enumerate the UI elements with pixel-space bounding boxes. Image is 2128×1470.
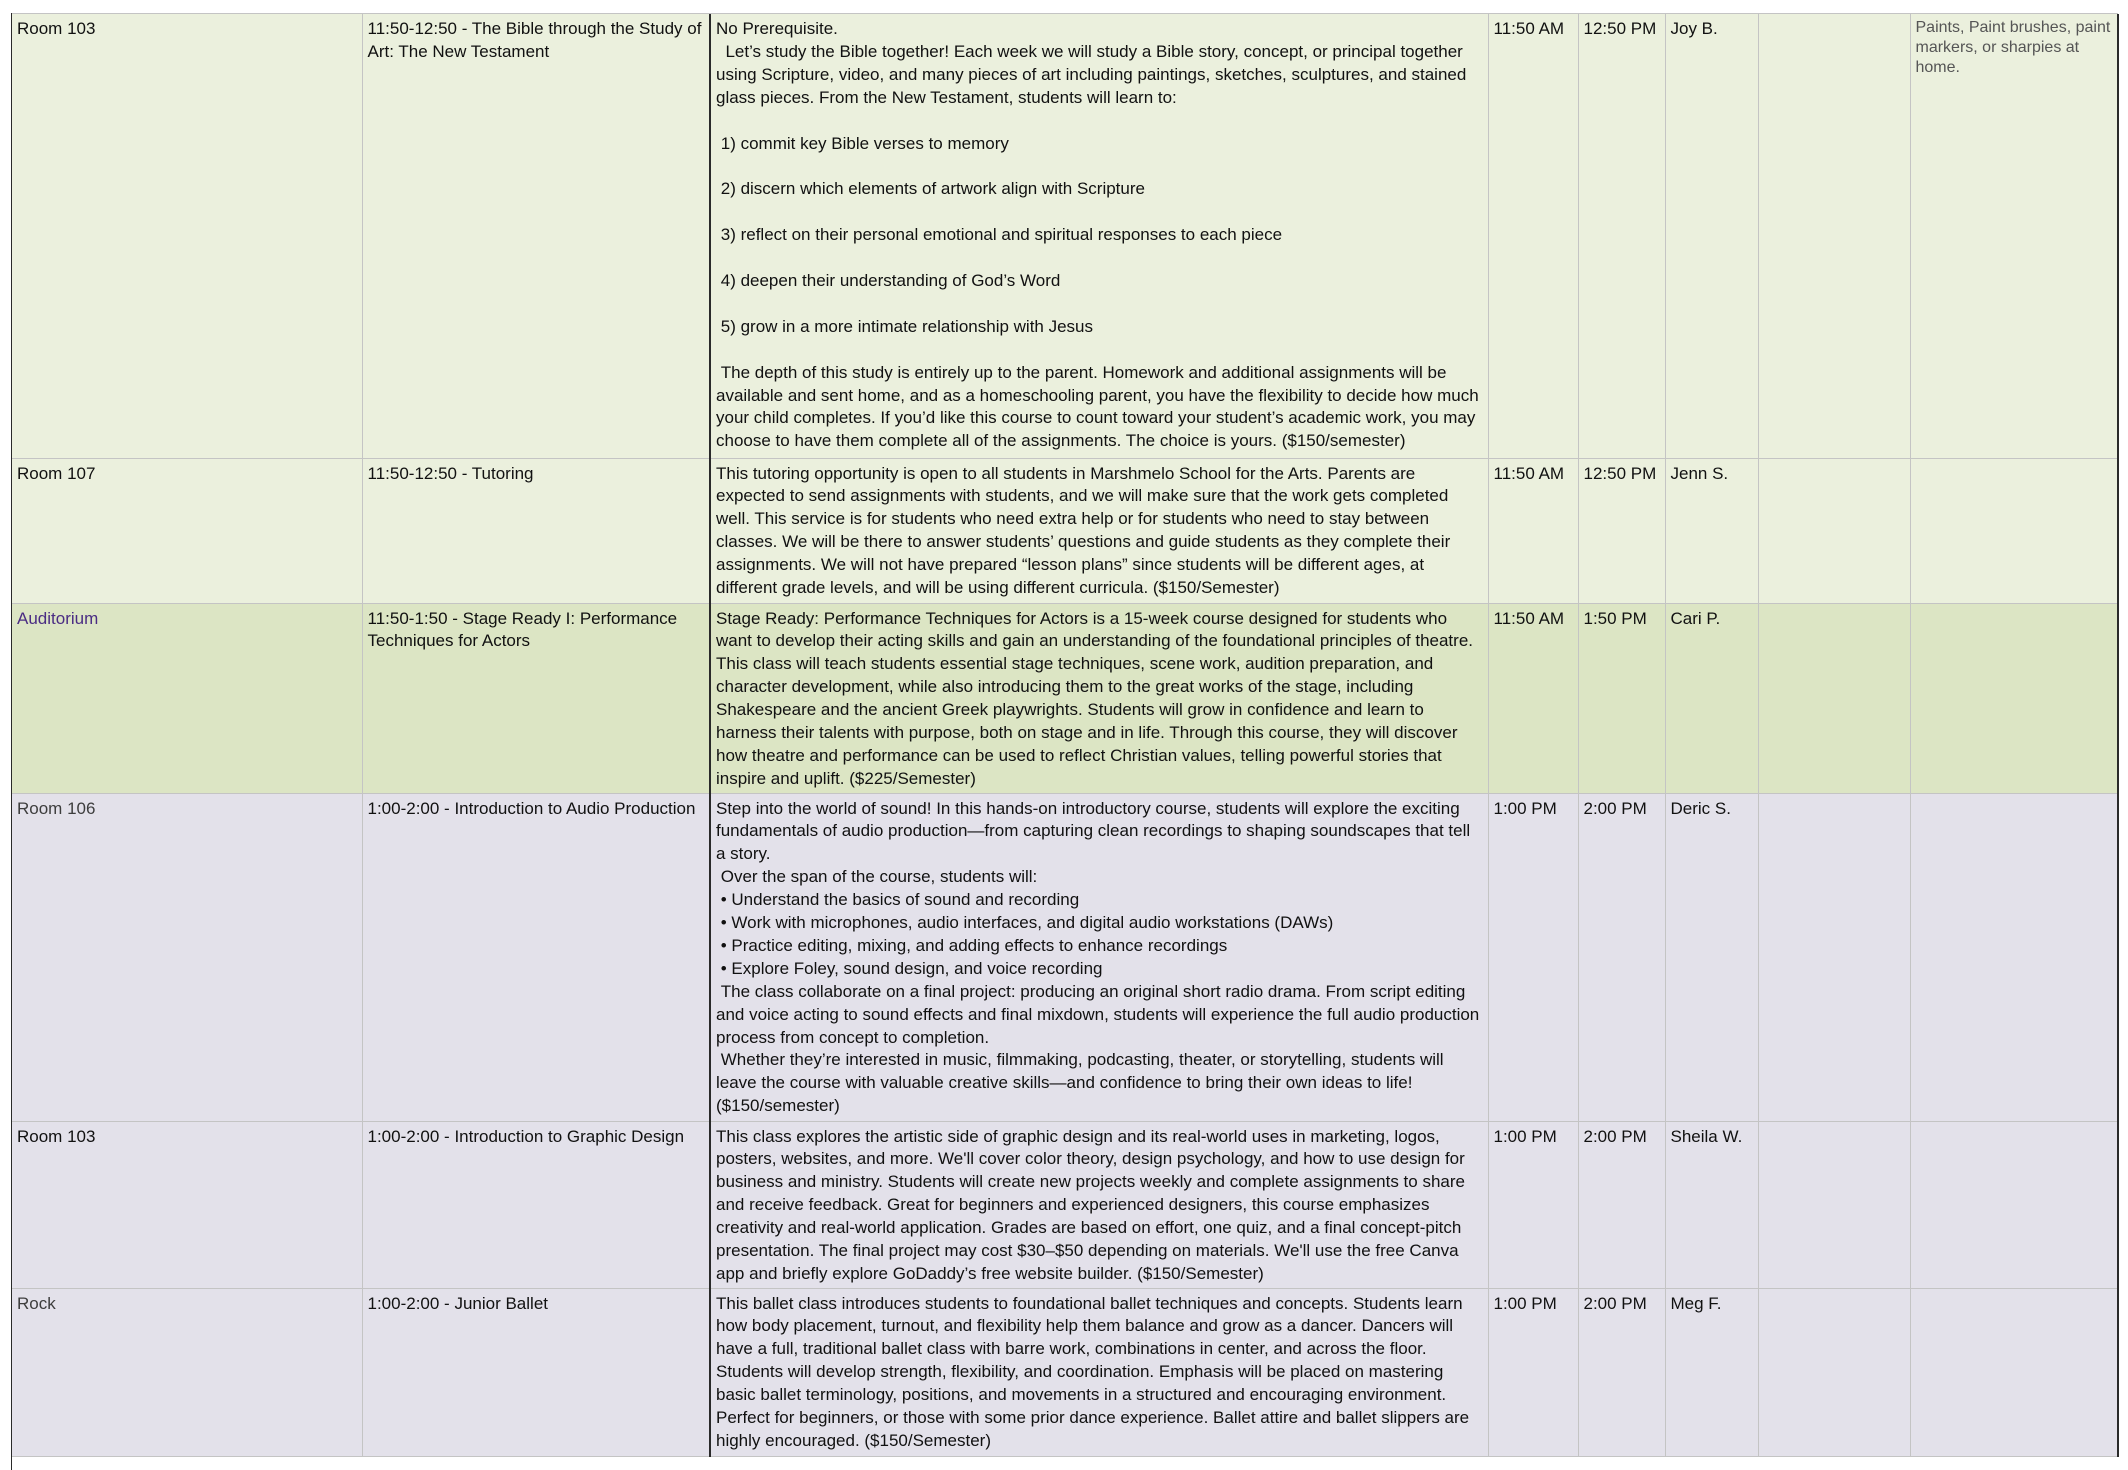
description-cell[interactable] (710, 458, 1488, 603)
teacher-cell[interactable]: Cari P. (1665, 603, 1758, 793)
end-time-cell[interactable]: 12:50 PM (1578, 14, 1665, 458)
teacher-cell[interactable]: Sheila W. (1665, 1121, 1758, 1288)
room-cell[interactable]: Rock (12, 1288, 362, 1456)
description-text: No Prerequisite. Let’s study the Bible together! Each week we will study a Bible story, concept, or principal together using Scripture, video, and many pieces of art including paintings, sketches, sculptures, and stained glass pieces. From the New Testament, students will learn to: 1) commit key Bible verses to memory 2) discern which elements of artwork align with Scripture 3) reflect on their personal emotional and spiritual responses to each piece 4) deepen their understanding of God’s Word 5) grow in a more intimate relationship with Jesus The depth of this study is entirely up to the parent. Homework and additional assignments will be available and sent home, and as a homeschooling parent, you have the flexibility to decide how much your child completes. If you’d like this course to count toward your student’s academic work, you may choose to have them complete all of the assignments. The choice is yours. ($150/semester) (716, 19, 1479, 451)
description-text: Stage Ready: Performance Techniques for Actors is a 15-week course designed for students who want to develop their acting skills and gain an understanding of the foundational principles of theatre. This class will teach students essential stage techniques, scene work, audition preparation, and character development, while also introducing them to the great works of the stage, including Shakespeare and the ancient Greek playwrights. Students will grow in confidence and learn to harness their talents with purpose, both on stage and in life. Through this course, they will discover how theatre and performance can be used to reflect Christian values, telling powerful stories that inspire and uplift. ($225/Semester) (716, 608, 1478, 788)
end-time-cell[interactable]: 2:00 PM (1578, 1121, 1665, 1288)
class-title-cell[interactable]: 1:00-2:00 - Introduction to Graphic Design (362, 1121, 710, 1288)
table-row (12, 458, 2118, 603)
teacher-cell[interactable]: Meg F. (1665, 1288, 1758, 1456)
supplies-cell[interactable] (1910, 1121, 2118, 1288)
class-title-cell[interactable]: 11:50-12:50 - The Bible through the Study of Art: The New Testament (362, 14, 710, 458)
room-cell[interactable]: Auditorium (12, 603, 362, 793)
room-cell[interactable]: Room 106 (12, 793, 362, 1121)
table-row (12, 793, 2118, 1121)
table-row (12, 603, 2118, 793)
table-row (12, 1288, 2118, 1456)
supplies-cell[interactable] (1910, 793, 2118, 1121)
class-schedule-table (12, 14, 2119, 1457)
description-cell[interactable] (710, 1121, 1488, 1288)
start-time-cell[interactable]: 11:50 AM (1488, 458, 1578, 603)
supplies-cell[interactable]: Paints, Paint brushes, paint markers, or sharpies at home. (1910, 14, 2118, 458)
end-time-cell[interactable]: 12:50 PM (1578, 458, 1665, 603)
class-title-cell[interactable]: 1:00-2:00 - Junior Ballet (362, 1288, 710, 1456)
empty-cell[interactable] (1758, 14, 1910, 458)
class-title-cell[interactable]: 11:50-12:50 - Tutoring (362, 458, 710, 603)
end-time-cell[interactable]: 2:00 PM (1578, 1288, 1665, 1456)
table-row (12, 14, 2118, 458)
supplies-cell[interactable] (1910, 1288, 2118, 1456)
class-title-cell[interactable]: 11:50-1:50 - Stage Ready I: Performance Techniques for Actors (362, 603, 710, 793)
supplies-cell[interactable] (1910, 603, 2118, 793)
start-time-cell[interactable]: 1:00 PM (1488, 793, 1578, 1121)
teacher-cell[interactable]: Joy B. (1665, 14, 1758, 458)
start-time-cell[interactable]: 1:00 PM (1488, 1288, 1578, 1456)
room-cell[interactable]: Room 103 (12, 1121, 362, 1288)
description-cell[interactable] (710, 14, 1488, 458)
description-text: This class explores the artistic side of graphic design and its real-world uses in marketing, logos, posters, websites, and more. We'll cover color theory, design psychology, and how to use design for business and ministry. Students will create new projects weekly and complete assignments to share and receive feedback. Great for beginners and experienced designers, this course emphasizes creativity and real-world application. Grades are based on effort, one quiz, and a final concept-pitch presentation. The final project may cost $30–$50 depending on materials. We'll use the free Canva app and briefly explore GoDaddy’s free website builder. ($150/Semester) (716, 1126, 1470, 1283)
description-cell[interactable] (710, 793, 1488, 1121)
description-cell[interactable] (710, 1288, 1488, 1456)
start-time-cell[interactable]: 1:00 PM (1488, 1121, 1578, 1288)
spreadsheet-grid (12, 14, 2118, 1457)
description-text: This ballet class introduces students to foundational ballet techniques and concepts. Students learn how body placement, turnout, and flexibility help them balance and grow as a dancer. Dancers will have a full, traditional ballet class with barre work, combinations in center, and across the floor. Students will develop strength, flexibility, and coordination. Emphasis will be placed on mastering basic ballet terminology, positions, and movements in a structured and encouraging environment. Perfect for beginners, or those with some prior dance experience. Ballet attire and ballet slippers are highly encouraged. ($150/Semester) (716, 1293, 1474, 1450)
start-time-cell[interactable]: 11:50 AM (1488, 14, 1578, 458)
end-time-cell[interactable]: 1:50 PM (1578, 603, 1665, 793)
teacher-cell[interactable]: Deric S. (1665, 793, 1758, 1121)
description-cell[interactable] (710, 603, 1488, 793)
empty-cell[interactable] (1758, 1121, 1910, 1288)
empty-cell[interactable] (1758, 1288, 1910, 1456)
start-time-cell[interactable]: 11:50 AM (1488, 603, 1578, 793)
empty-cell[interactable] (1758, 458, 1910, 603)
class-title-cell[interactable]: 1:00-2:00 - Introduction to Audio Production (362, 793, 710, 1121)
room-cell[interactable]: Room 107 (12, 458, 362, 603)
description-text: This tutoring opportunity is open to all students in Marshmelo School for the Arts. Parents are expected to send assignments with students, and we will make sure that the work gets completed well. This service is for students who need extra help or for students who need to stay between classes. We will be there to answer students’ questions and guide students as they complete their assignments. We will not have prepared “lesson plans” since students will be different ages, at different grade levels, and will be using different curricula. ($150/Semester) (716, 463, 1455, 598)
empty-cell[interactable] (1758, 793, 1910, 1121)
supplies-cell[interactable] (1910, 458, 2118, 603)
end-time-cell[interactable]: 2:00 PM (1578, 793, 1665, 1121)
room-cell[interactable]: Room 103 (12, 14, 362, 458)
teacher-cell[interactable]: Jenn S. (1665, 458, 1758, 603)
table-row (12, 1121, 2118, 1288)
description-text: Step into the world of sound! In this hands-on introductory course, students will explore the exciting fundamentals of audio production—from capturing clean recordings to shaping soundscapes that tell a story. Over the span of the course, students will: • Understand the basics of sound and recording • Work with microphones, audio interfaces, and digital audio workstations (DAWs) • Practice editing, mixing, and adding effects to enhance recordings • Explore Foley, sound design, and voice recording The class collaborate on a final project: producing an original short radio drama. From script editing and voice acting to sound effects and final mixdown, students will experience the full audio production process from concept to completion. Whether they’re interested in music, filmmaking, podcasting, theater, or storytelling, students will leave the course with valuable creative skills—and confidence to bring their own ideas to life! ($150/semester) (716, 798, 1480, 1116)
empty-cell[interactable] (1758, 603, 1910, 793)
